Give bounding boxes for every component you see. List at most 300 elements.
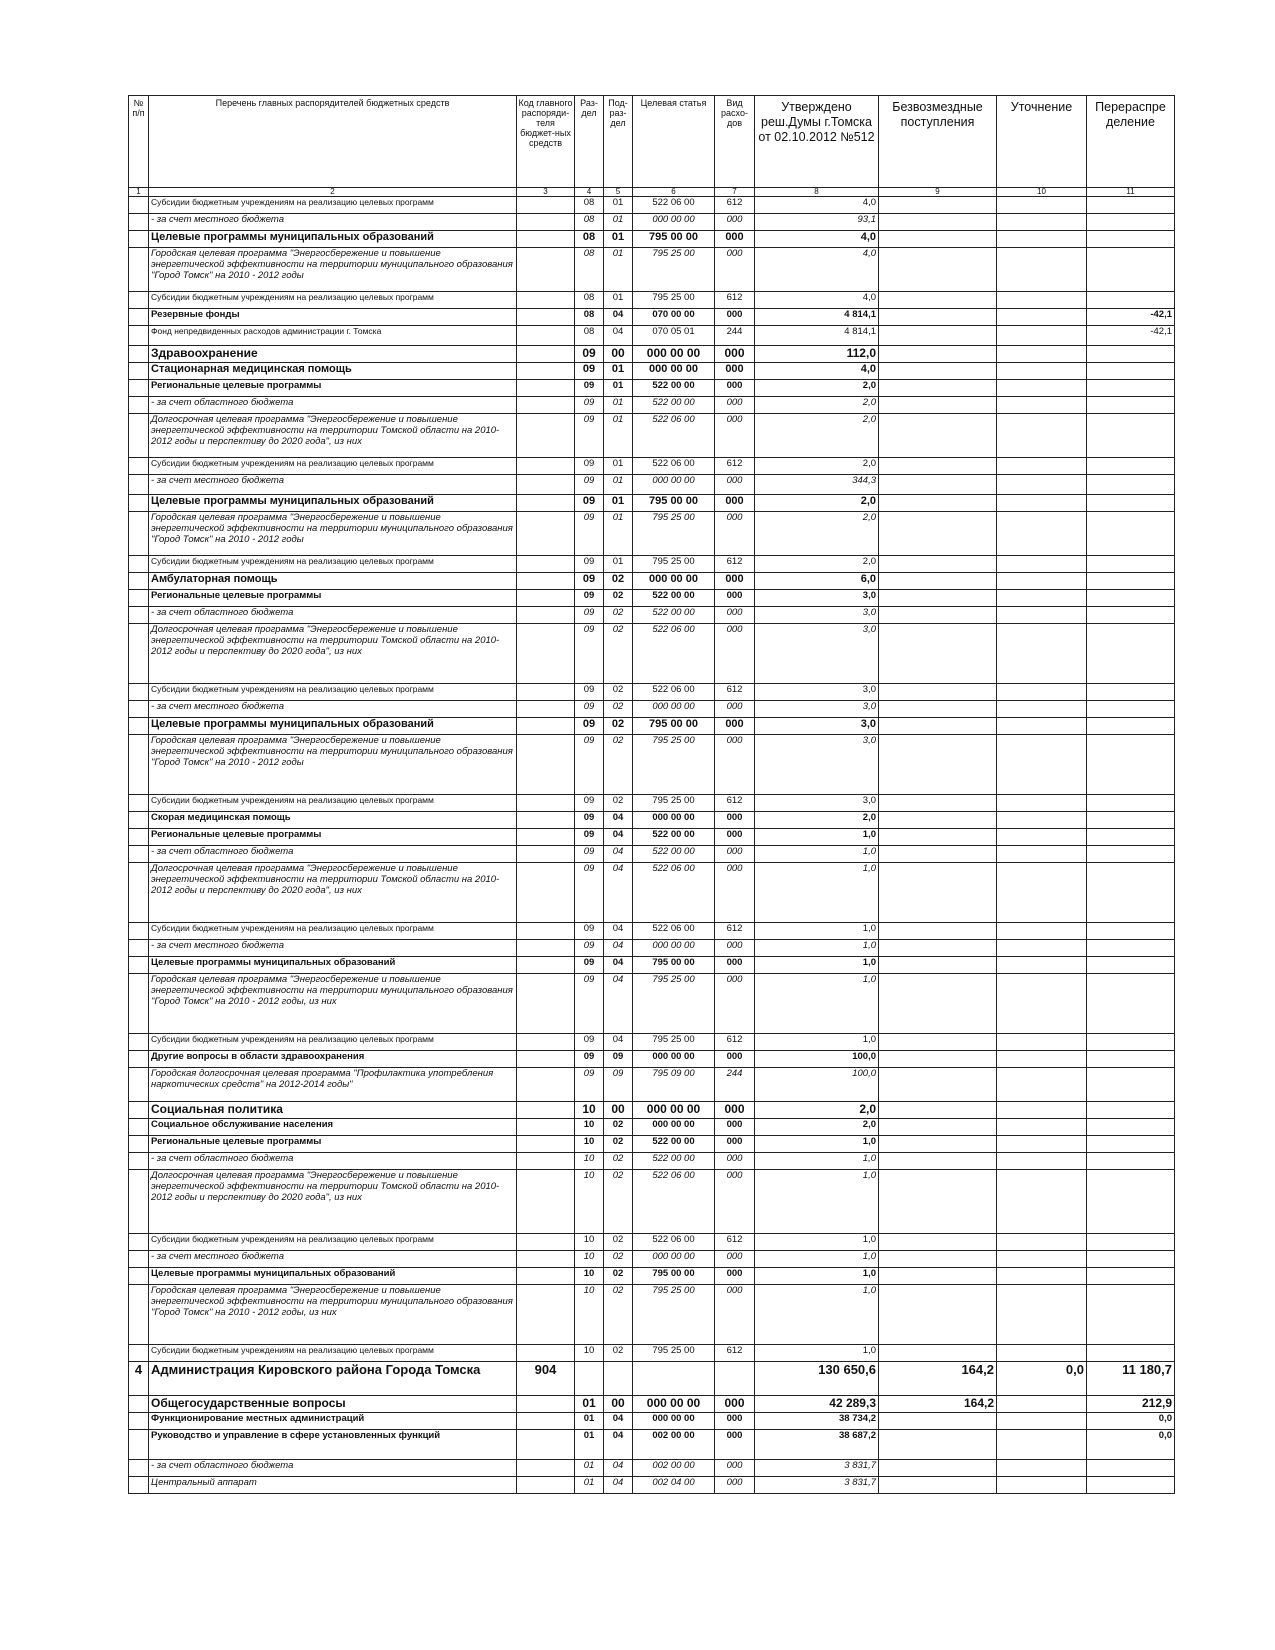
row-subsection: 02 [604, 1136, 633, 1153]
row-number [129, 326, 149, 346]
row-number [129, 1345, 149, 1362]
row-approved: 6,0 [755, 573, 879, 590]
row-name: - за счет местного бюджета [149, 475, 517, 495]
row-code [517, 1251, 575, 1268]
row-code [517, 1102, 575, 1119]
row-approved: 3 831,7 [755, 1460, 879, 1477]
row-adjustment [997, 957, 1087, 974]
row-adjustment [997, 397, 1087, 414]
row-grants [879, 923, 997, 940]
row-name: Субсидии бюджетным учреждениям на реализацию целевых программ [149, 1234, 517, 1251]
row-subsection: 04 [604, 957, 633, 974]
row-subsection: 04 [604, 974, 633, 1034]
row-target-article: 000 00 00 [633, 573, 715, 590]
row-code [517, 863, 575, 923]
row-subsection: 01 [604, 414, 633, 458]
row-expense-type: 000 [715, 974, 755, 1034]
row-target-article: 522 00 00 [633, 397, 715, 414]
row-approved: 1,0 [755, 1268, 879, 1285]
row-section: 08 [575, 309, 604, 326]
row-name: Субсидии бюджетным учреждениям на реализацию целевых программ [149, 458, 517, 475]
row-section: 08 [575, 231, 604, 248]
row-approved: 2,0 [755, 397, 879, 414]
row-grants [879, 556, 997, 573]
row-adjustment [997, 1170, 1087, 1234]
row-number [129, 363, 149, 380]
row-expense-type: 000 [715, 940, 755, 957]
row-expense-type: 000 [715, 1285, 755, 1345]
row-number [129, 701, 149, 718]
table-row [129, 363, 1175, 380]
row-redistribution [1087, 1234, 1175, 1251]
row-name: Целевые программы муниципальных образований [149, 495, 517, 512]
table-row [129, 846, 1175, 863]
row-name: Долгосрочная целевая программа "Энергосбережение и повышение энергетической эффективности на территории Томской области на 2010-2012 годы и перспективу до 2020 года", из них [149, 1170, 517, 1234]
row-approved: 2,0 [755, 495, 879, 512]
row-grants [879, 326, 997, 346]
row-name: Целевые программы муниципальных образований [149, 1268, 517, 1285]
row-grants [879, 1170, 997, 1234]
table-row [129, 718, 1175, 735]
row-target-article: 070 00 00 [633, 309, 715, 326]
row-approved: 1,0 [755, 1345, 879, 1362]
table-row [129, 1102, 1175, 1119]
row-expense-type: 000 [715, 414, 755, 458]
row-approved: 4,0 [755, 248, 879, 292]
row-number [129, 380, 149, 397]
row-name: Социальная политика [149, 1102, 517, 1119]
row-approved: 1,0 [755, 829, 879, 846]
row-grants [879, 846, 997, 863]
row-grants [879, 214, 997, 231]
row-section: 08 [575, 248, 604, 292]
row-code [517, 1034, 575, 1051]
row-adjustment [997, 326, 1087, 346]
row-target-article: 522 06 00 [633, 1234, 715, 1251]
row-number [129, 923, 149, 940]
row-approved: 100,0 [755, 1068, 879, 1102]
row-adjustment [997, 590, 1087, 607]
row-adjustment [997, 1477, 1087, 1494]
row-adjustment [997, 684, 1087, 701]
row-grants [879, 397, 997, 414]
row-grants [879, 1051, 997, 1068]
row-adjustment [997, 231, 1087, 248]
column-number: 1 [129, 188, 149, 197]
row-number [129, 812, 149, 829]
row-subsection: 02 [604, 701, 633, 718]
row-target-article: 522 00 00 [633, 1136, 715, 1153]
row-number [129, 495, 149, 512]
table-row [129, 684, 1175, 701]
row-grants [879, 624, 997, 684]
row-grants [879, 458, 997, 475]
row-section: 10 [575, 1119, 604, 1136]
row-redistribution [1087, 812, 1175, 829]
row-number [129, 1251, 149, 1268]
row-name: Городская целевая программа "Энергосбережение и повышение энергетической эффективности на территории муниципального образования "Город Томск" на 2010 - 2012 годы [149, 512, 517, 556]
row-code [517, 231, 575, 248]
row-subsection: 02 [604, 1345, 633, 1362]
row-grants [879, 1477, 997, 1494]
row-code [517, 292, 575, 309]
row-adjustment [997, 624, 1087, 684]
row-number [129, 475, 149, 495]
row-adjustment [997, 214, 1087, 231]
row-number [129, 309, 149, 326]
row-section: 01 [575, 1396, 604, 1413]
row-approved: 38 687,2 [755, 1430, 879, 1460]
row-section: 10 [575, 1170, 604, 1234]
row-approved: 1,0 [755, 940, 879, 957]
column-number: 11 [1087, 188, 1175, 197]
row-name: Здравоохранение [149, 346, 517, 363]
row-target-article: 795 25 00 [633, 1285, 715, 1345]
row-expense-type: 612 [715, 197, 755, 214]
row-adjustment [997, 1430, 1087, 1460]
row-approved: 2,0 [755, 1119, 879, 1136]
row-code [517, 512, 575, 556]
row-redistribution: 11 180,7 [1087, 1362, 1175, 1396]
row-expense-type: 000 [715, 1051, 755, 1068]
table-row [129, 397, 1175, 414]
row-expense-type: 612 [715, 556, 755, 573]
row-code [517, 1051, 575, 1068]
row-code [517, 1430, 575, 1460]
row-target-article: 000 00 00 [633, 1119, 715, 1136]
row-grants [879, 475, 997, 495]
row-name: Региональные целевые программы [149, 829, 517, 846]
row-subsection: 04 [604, 923, 633, 940]
row-code [517, 718, 575, 735]
row-grants [879, 1460, 997, 1477]
row-target-article: 795 25 00 [633, 512, 715, 556]
row-approved: 2,0 [755, 1102, 879, 1119]
table-row [129, 1051, 1175, 1068]
row-expense-type: 000 [715, 1477, 755, 1494]
row-grants [879, 590, 997, 607]
row-target-article: 522 06 00 [633, 684, 715, 701]
row-redistribution [1087, 1136, 1175, 1153]
row-number [129, 1460, 149, 1477]
row-name: Региональные целевые программы [149, 590, 517, 607]
row-subsection: 02 [604, 1119, 633, 1136]
table-row [129, 1396, 1175, 1413]
row-name: - за счет областного бюджета [149, 607, 517, 624]
row-subsection: 04 [604, 1430, 633, 1460]
row-target-article: 795 00 00 [633, 1268, 715, 1285]
row-name: Региональные целевые программы [149, 1136, 517, 1153]
row-name: Субсидии бюджетным учреждениям на реализацию целевых программ [149, 1345, 517, 1362]
table-row [129, 1413, 1175, 1430]
row-section: 09 [575, 346, 604, 363]
row-subsection: 00 [604, 1102, 633, 1119]
row-adjustment [997, 863, 1087, 923]
row-subsection: 00 [604, 346, 633, 363]
row-adjustment [997, 1051, 1087, 1068]
row-section: 09 [575, 718, 604, 735]
column-number: 2 [149, 188, 517, 197]
row-target-article: 000 00 00 [633, 475, 715, 495]
row-section: 10 [575, 1345, 604, 1362]
row-name: Городская целевая программа "Энергосбережение и повышение энергетической эффективности на территории муниципального образования "Город Томск" на 2010 - 2012 годы, из них [149, 974, 517, 1034]
budget-table-container [128, 95, 1175, 1494]
row-grants [879, 309, 997, 326]
row-code [517, 1413, 575, 1430]
row-redistribution [1087, 718, 1175, 735]
row-expense-type: 000 [715, 1396, 755, 1413]
row-approved: 4 814,1 [755, 309, 879, 326]
table-row [129, 512, 1175, 556]
row-section: 09 [575, 607, 604, 624]
row-approved: 3,0 [755, 735, 879, 795]
row-subsection [604, 1362, 633, 1396]
row-target-article: 000 00 00 [633, 1102, 715, 1119]
row-grants [879, 974, 997, 1034]
row-adjustment [997, 1268, 1087, 1285]
row-grants: 164,2 [879, 1396, 997, 1413]
row-name: Скорая медицинская помощь [149, 812, 517, 829]
row-adjustment [997, 846, 1087, 863]
table-row [129, 556, 1175, 573]
row-grants [879, 1285, 997, 1345]
row-expense-type: 000 [715, 1102, 755, 1119]
row-adjustment [997, 380, 1087, 397]
row-target-article: 795 25 00 [633, 735, 715, 795]
row-section: 10 [575, 1153, 604, 1170]
row-subsection: 01 [604, 231, 633, 248]
row-code [517, 309, 575, 326]
row-expense-type: 612 [715, 458, 755, 475]
row-adjustment [997, 414, 1087, 458]
row-approved: 1,0 [755, 957, 879, 974]
row-grants [879, 957, 997, 974]
row-adjustment [997, 1345, 1087, 1362]
row-adjustment [997, 974, 1087, 1034]
row-adjustment [997, 1068, 1087, 1102]
row-redistribution [1087, 458, 1175, 475]
row-expense-type: 000 [715, 735, 755, 795]
row-number [129, 397, 149, 414]
row-expense-type: 000 [715, 590, 755, 607]
row-adjustment [997, 512, 1087, 556]
row-approved: 1,0 [755, 1251, 879, 1268]
row-target-article: 795 00 00 [633, 718, 715, 735]
row-name: Целевые программы муниципальных образований [149, 231, 517, 248]
row-number [129, 414, 149, 458]
row-code [517, 923, 575, 940]
row-redistribution [1087, 214, 1175, 231]
row-adjustment [997, 346, 1087, 363]
row-grants [879, 495, 997, 512]
row-name: Амбулаторная помощь [149, 573, 517, 590]
row-redistribution [1087, 735, 1175, 795]
row-number [129, 248, 149, 292]
row-number [129, 1068, 149, 1102]
row-code [517, 795, 575, 812]
row-approved: 4,0 [755, 197, 879, 214]
row-expense-type: 000 [715, 846, 755, 863]
row-grants [879, 1251, 997, 1268]
row-section: 09 [575, 475, 604, 495]
row-code [517, 1285, 575, 1345]
row-redistribution [1087, 397, 1175, 414]
row-number [129, 214, 149, 231]
row-subsection: 02 [604, 607, 633, 624]
row-redistribution [1087, 1102, 1175, 1119]
row-redistribution [1087, 475, 1175, 495]
row-subsection: 04 [604, 309, 633, 326]
row-redistribution [1087, 607, 1175, 624]
table-row [129, 590, 1175, 607]
row-adjustment [997, 812, 1087, 829]
row-section: 09 [575, 1034, 604, 1051]
table-row [129, 735, 1175, 795]
row-approved: 3,0 [755, 684, 879, 701]
row-target-article: 070 05 01 [633, 326, 715, 346]
row-approved: 1,0 [755, 923, 879, 940]
row-section: 09 [575, 735, 604, 795]
row-redistribution: 0,0 [1087, 1430, 1175, 1460]
column-number: 10 [997, 188, 1087, 197]
row-name: Стационарная медицинская помощь [149, 363, 517, 380]
row-adjustment [997, 1153, 1087, 1170]
row-number: 4 [129, 1362, 149, 1396]
row-code [517, 607, 575, 624]
row-target-article: 522 00 00 [633, 607, 715, 624]
row-code [517, 829, 575, 846]
row-section: 09 [575, 1051, 604, 1068]
col-header-redistribution: Перераспре деление [1087, 96, 1175, 188]
row-expense-type: 000 [715, 475, 755, 495]
row-name: Руководство и управление в сфере установленных функций [149, 1430, 517, 1460]
row-code [517, 1268, 575, 1285]
row-target-article: 522 06 00 [633, 197, 715, 214]
row-code [517, 846, 575, 863]
row-adjustment [997, 701, 1087, 718]
row-name: Городская долгосрочная целевая программа "Профилактика употребления наркотических средств" на 2012-2014 годы" [149, 1068, 517, 1102]
row-approved: 3,0 [755, 718, 879, 735]
row-number [129, 292, 149, 309]
row-adjustment [997, 1460, 1087, 1477]
row-redistribution [1087, 974, 1175, 1034]
row-redistribution [1087, 512, 1175, 556]
col-header-expense-type: Вид расхо-дов [715, 96, 755, 188]
table-row [129, 1153, 1175, 1170]
row-section: 10 [575, 1285, 604, 1345]
row-approved: 112,0 [755, 346, 879, 363]
table-row [129, 1251, 1175, 1268]
row-code [517, 590, 575, 607]
row-expense-type: 000 [715, 214, 755, 231]
row-number [129, 512, 149, 556]
row-code [517, 701, 575, 718]
table-row [129, 607, 1175, 624]
row-target-article: 795 25 00 [633, 974, 715, 1034]
row-code [517, 1068, 575, 1102]
row-code [517, 1477, 575, 1494]
row-number [129, 974, 149, 1034]
row-target-article: 795 00 00 [633, 957, 715, 974]
table-row [129, 1345, 1175, 1362]
row-target-article: 795 00 00 [633, 231, 715, 248]
row-name: Субсидии бюджетным учреждениям на реализацию целевых программ [149, 556, 517, 573]
row-grants [879, 718, 997, 735]
row-approved: 4,0 [755, 292, 879, 309]
row-number [129, 1413, 149, 1430]
row-subsection: 02 [604, 1251, 633, 1268]
row-expense-type: 000 [715, 829, 755, 846]
row-adjustment [997, 292, 1087, 309]
row-section [575, 1362, 604, 1396]
row-adjustment [997, 718, 1087, 735]
row-approved: 4,0 [755, 231, 879, 248]
row-subsection: 01 [604, 556, 633, 573]
row-code [517, 624, 575, 684]
row-approved: 2,0 [755, 812, 879, 829]
row-number [129, 1430, 149, 1460]
table-row [129, 795, 1175, 812]
row-redistribution [1087, 846, 1175, 863]
row-subsection: 02 [604, 718, 633, 735]
row-approved: 1,0 [755, 1170, 879, 1234]
row-name: Социальное обслуживание населения [149, 1119, 517, 1136]
row-expense-type: 000 [715, 512, 755, 556]
row-expense-type: 000 [715, 1268, 755, 1285]
row-code [517, 940, 575, 957]
row-subsection: 02 [604, 1234, 633, 1251]
row-expense-type: 000 [715, 1413, 755, 1430]
row-adjustment [997, 1234, 1087, 1251]
row-expense-type: 000 [715, 495, 755, 512]
row-target-article: 000 00 00 [633, 346, 715, 363]
row-number [129, 795, 149, 812]
column-number: 6 [633, 188, 715, 197]
row-target-article: 000 00 00 [633, 1413, 715, 1430]
row-approved: 2,0 [755, 512, 879, 556]
row-adjustment [997, 573, 1087, 590]
row-subsection: 02 [604, 624, 633, 684]
row-section: 09 [575, 363, 604, 380]
row-number [129, 556, 149, 573]
table-row [129, 309, 1175, 326]
row-code: 904 [517, 1362, 575, 1396]
row-approved: 38 734,2 [755, 1413, 879, 1430]
col-header-name: Перечень главных распорядителей бюджетных средств [149, 96, 517, 188]
row-section: 01 [575, 1430, 604, 1460]
row-redistribution [1087, 573, 1175, 590]
row-adjustment [997, 1396, 1087, 1413]
row-redistribution [1087, 1477, 1175, 1494]
row-number [129, 1034, 149, 1051]
row-approved: 2,0 [755, 556, 879, 573]
row-name: Субсидии бюджетным учреждениям на реализацию целевых программ [149, 292, 517, 309]
row-subsection: 04 [604, 1034, 633, 1051]
row-section: 08 [575, 292, 604, 309]
row-code [517, 475, 575, 495]
row-grants [879, 1234, 997, 1251]
row-redistribution [1087, 292, 1175, 309]
row-grants [879, 414, 997, 458]
row-grants [879, 863, 997, 923]
row-section: 09 [575, 846, 604, 863]
row-grants: 164,2 [879, 1362, 997, 1396]
row-subsection: 01 [604, 292, 633, 309]
row-subsection: 01 [604, 363, 633, 380]
row-section: 01 [575, 1413, 604, 1430]
row-target-article: 002 00 00 [633, 1430, 715, 1460]
row-target-article: 522 06 00 [633, 414, 715, 458]
